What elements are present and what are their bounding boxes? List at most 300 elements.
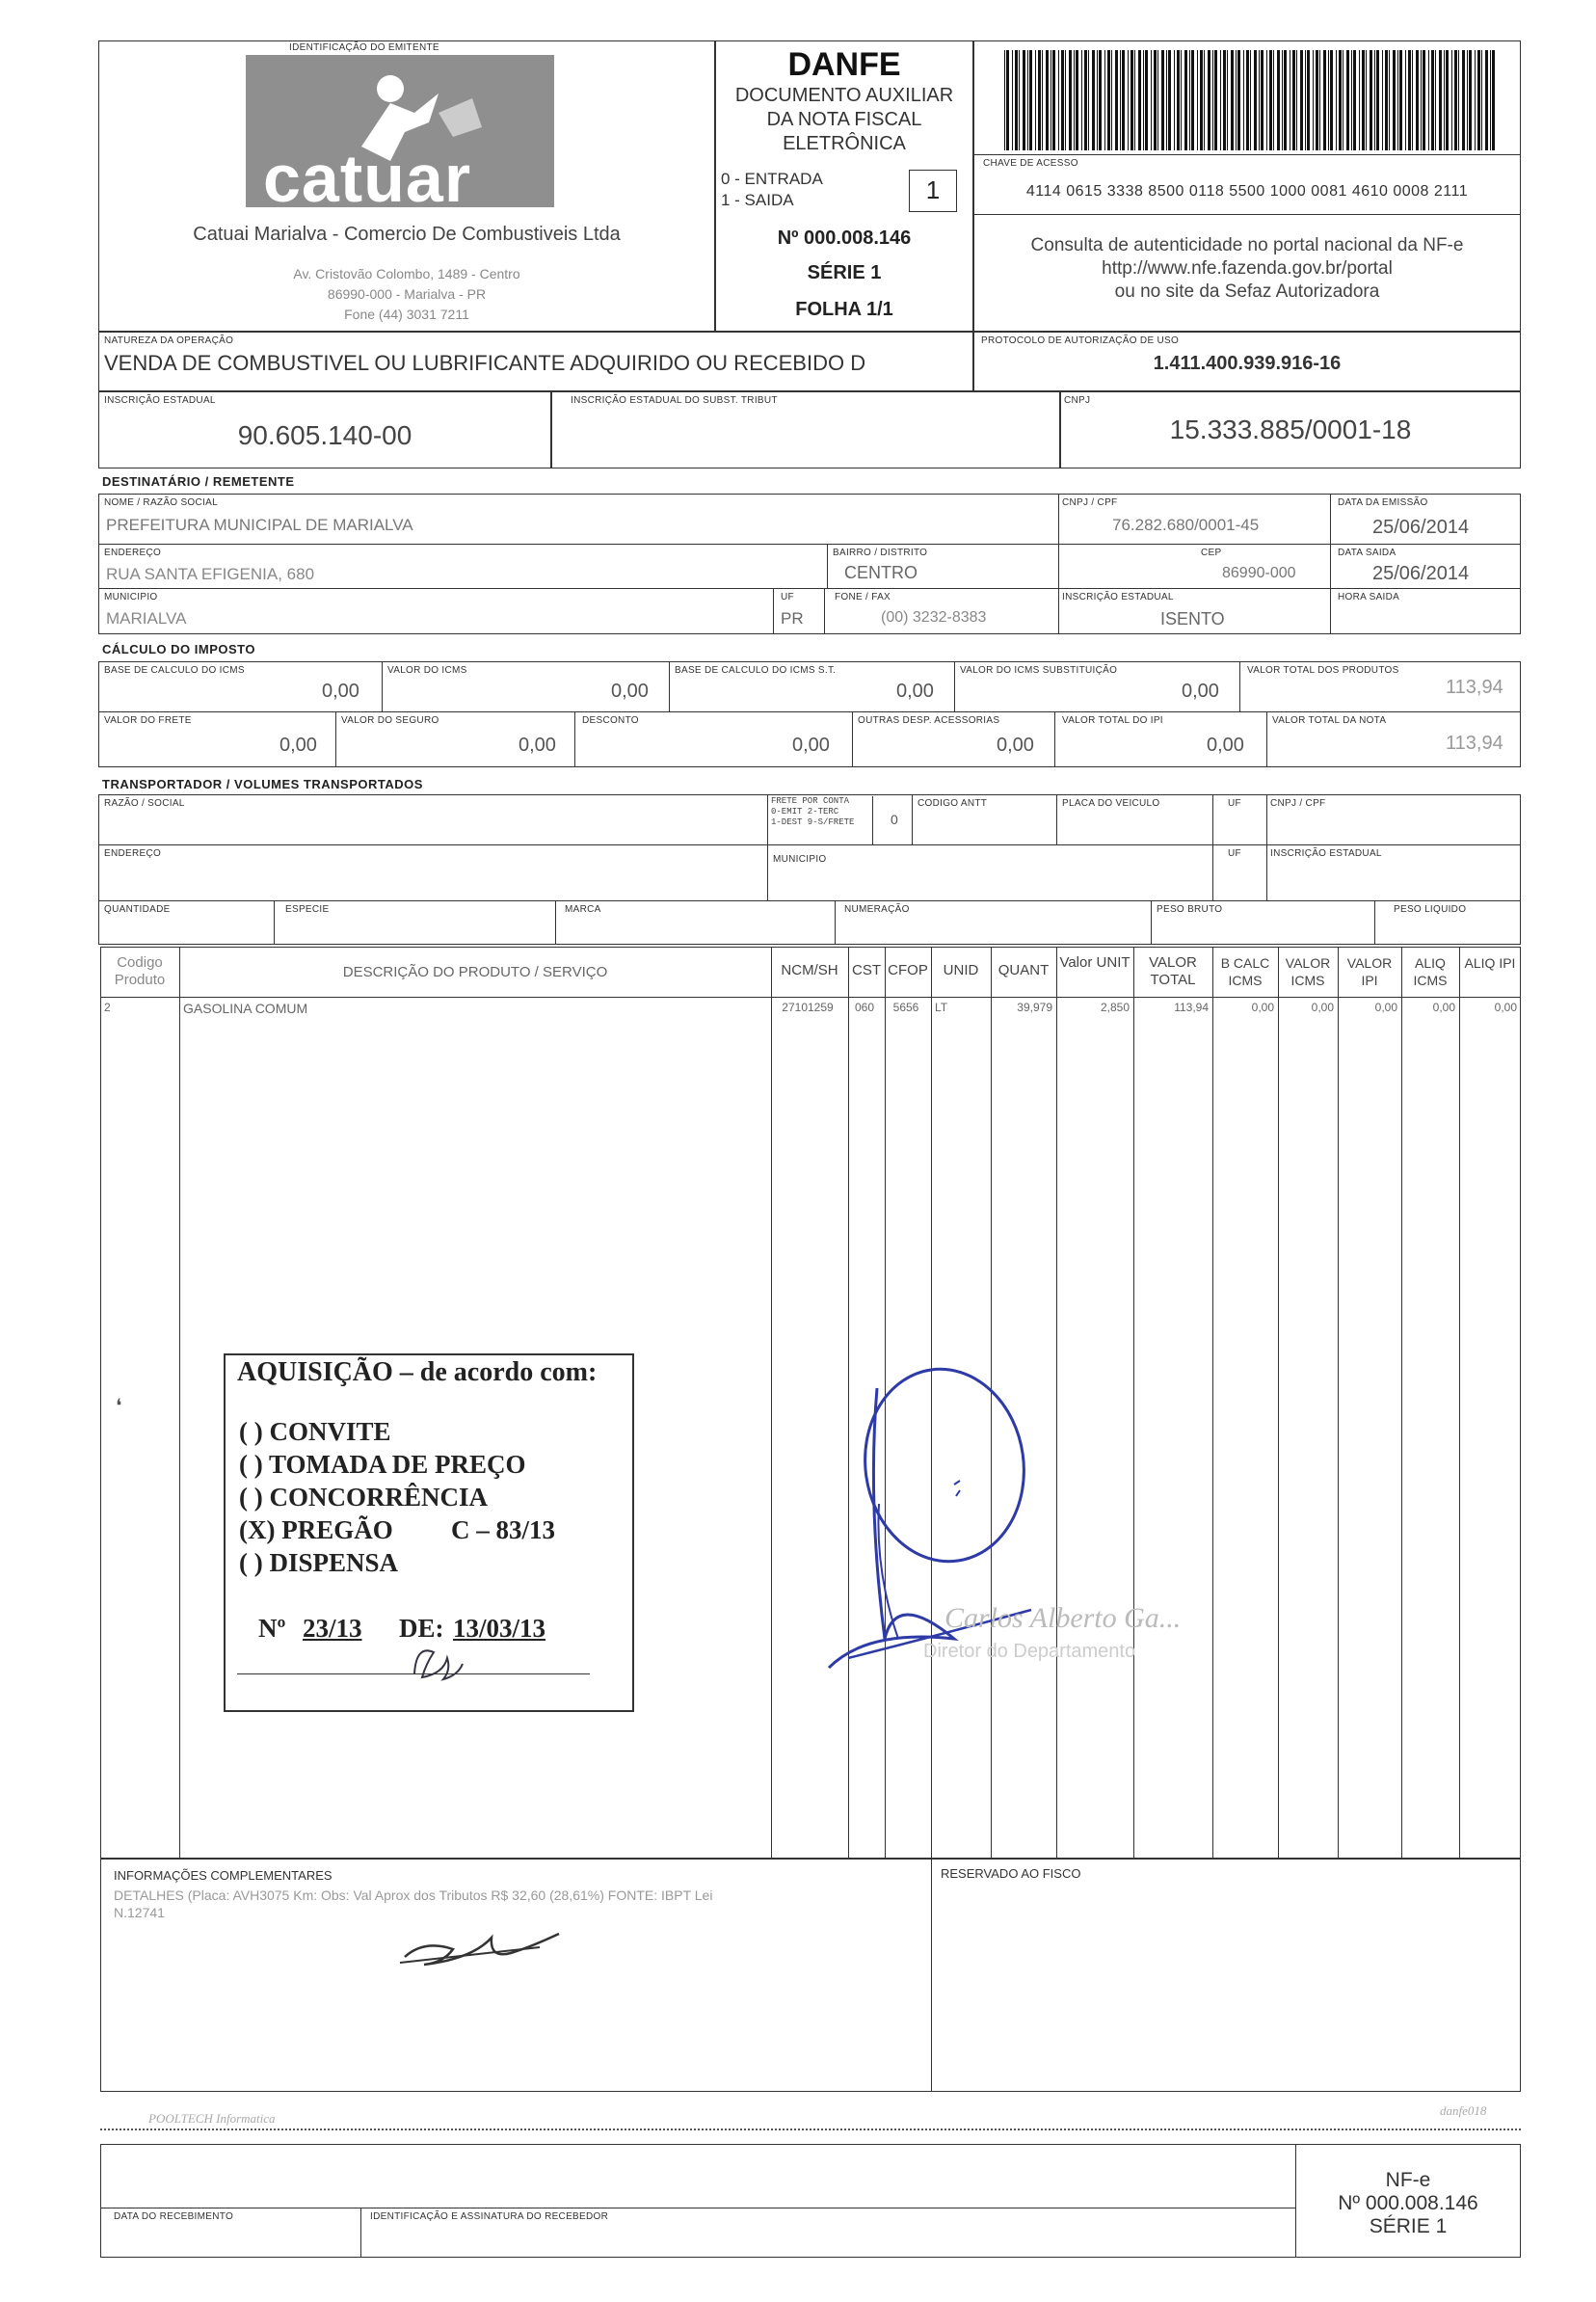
dest-row2 [98,588,1521,589]
company-address2: 86990-000 - Marialva - PR [327,286,487,302]
barcode-bar [1439,50,1442,150]
margin-mark: ❛ [116,1396,122,1417]
trans-v6 [274,900,275,945]
dest-v1 [1058,494,1059,544]
stamp-opt1: ( ) CONVITE [239,1417,391,1446]
trans-quantidade-label: QUANTIDADE [104,904,171,915]
barcode-bar [1134,50,1135,150]
dest-cep: 86990-000 [1222,565,1296,581]
barcode-bar [1081,50,1082,150]
barcode-bar [1107,50,1110,150]
barcode-bar [1351,50,1352,150]
dest-data-emissao-label: DATA DA EMISSÃO [1338,497,1428,508]
produtos-cell: 060 [854,1001,875,1014]
barcode-bar [1246,50,1249,150]
produtos-header-cell: DESCRIÇÃO DO PRODUTO / SERVIÇO [342,964,608,980]
info-scribble-icon [395,1920,569,1974]
produtos-header-cell: CST [852,962,881,978]
stamp-opt4: (X) PREGÃO [239,1515,393,1544]
info-line2: N.12741 [114,1905,165,1920]
barcode-bar [1339,50,1342,150]
dest-municipio: MARIALVA [106,609,187,628]
receipt-numero: Nº 000.008.146 [1338,2192,1478,2214]
barcode-bar [1189,50,1190,150]
barcode-bar [1061,50,1064,150]
dest-ie: ISENTO [1160,609,1225,629]
barcode-bar [1296,50,1297,150]
trans-v8 [835,900,836,945]
produtos-header-cell: VALOR TOTAL [1149,954,1197,988]
stamp-opt4-code: C – 83/13 [451,1515,555,1544]
produtos-col-divider [1212,947,1213,1859]
barcode-bar [1259,50,1260,150]
barcode-bar [1111,50,1112,150]
protocolo-label: PROTOCOLO DE AUTORIZAÇÃO DE USO [981,335,1180,346]
dest-endereco: RUA SANTA EFIGENIA, 680 [106,565,315,583]
barcode-bar [1029,50,1032,150]
barcode-bar [1405,50,1406,150]
barcode-bar [1313,50,1314,150]
barcode-bar [1305,50,1306,150]
dest-v4 [1058,544,1059,588]
barcode-bar [1376,50,1379,150]
frete-conta-line3: 1-DEST 9-S/FRETE [771,817,855,827]
barcode-bar [1467,50,1468,150]
danfe-serie: SÉRIE 1 [807,262,882,283]
produtos-cell: 0,00 [1374,1001,1397,1014]
produtos-cell: GASOLINA COMUM [183,1001,308,1016]
consulta-line3: ou no site da Sefaz Autorizadora [1114,281,1380,302]
barcode-bar [1069,50,1072,150]
produtos-col-divider [771,947,772,1859]
base-icms: 0,00 [322,681,359,702]
seguro: 0,00 [519,735,556,756]
barcode-bar [1157,50,1158,150]
produtos-header-bottom [100,997,1521,998]
barcode-bar [1015,50,1018,150]
barcode-bar [1145,50,1148,150]
transportador-section-label: TRANSPORTADOR / VOLUMES TRANSPORTADOS [102,777,423,791]
barcode-bar [1451,50,1452,150]
footer-left: POOLTECH Informatica [148,2111,276,2126]
produtos-cell: 0,00 [1251,1001,1274,1014]
desconto-label: DESCONTO [582,715,639,726]
dest-data-emissao: 25/06/2014 [1372,517,1470,538]
dest-v3 [827,544,828,588]
frete-conta-value: 0 [891,812,898,827]
barcode-bar [1359,50,1360,150]
trans-razao-label: RAZÃO / SOCIAL [104,798,185,809]
barcode-bar [1292,50,1295,150]
produtos-header-cell: Valor UNIT [1059,954,1130,971]
barcode-bar [1154,50,1157,150]
valor-icms-label: VALOR DO ICMS [387,665,467,676]
barcode-bar [1128,50,1129,150]
dest-hora-saida-label: HORA SAIDA [1338,592,1400,602]
barcode-bar [1300,50,1303,150]
barcode-bar [1475,50,1476,150]
dest-nome-label: NOME / RAZÃO SOCIAL [104,497,218,508]
valor-icms: 0,00 [611,681,649,702]
barcode [1004,50,1498,150]
barcode-bar [1477,50,1480,150]
trans-endereco-label: ENDEREÇO [104,848,162,859]
barcode-bar [1042,50,1043,150]
catuar-logo [246,55,554,216]
imp-v2 [669,661,670,711]
receipt-nfe: NF-e [1385,2169,1431,2191]
barcode-bar [1254,50,1257,150]
dest-row1 [98,544,1521,545]
barcode-bar [1389,50,1390,150]
dest-data-saida: 25/06/2014 [1372,563,1470,584]
barcode-bar [1444,50,1445,150]
produtos-col-divider [179,947,180,1859]
company-address1: Av. Cristovão Colombo, 1489 - Centro [293,266,520,281]
barcode-bar [1307,50,1310,150]
trans-peso-liquido-label: PESO LIQUIDO [1394,904,1467,915]
barcode-bar [1197,50,1198,150]
barcode-bar [1092,50,1095,150]
cnpj-label: CNPJ [1064,395,1091,406]
trans-peso-bruto-label: PESO BRUTO [1157,904,1223,915]
produtos-col-divider [1278,947,1279,1859]
stamp-data-label: DE: [399,1614,444,1643]
barcode-bar [1366,50,1367,150]
cnpj-value: 15.333.885/0001-18 [1169,415,1412,444]
produtos-cell: LT [935,1001,948,1014]
danfe-folha: FOLHA 1/1 [795,299,893,320]
barcode-bar [1227,50,1228,150]
desconto: 0,00 [792,735,830,756]
dest-uf-label: UF [781,592,794,602]
imposto-section-label: CÁLCULO DO IMPOSTO [102,642,255,656]
barcode-bar [1120,50,1121,150]
barcode-bar [1200,50,1203,150]
barcode-bar [1058,50,1059,150]
barcode-bar [1104,50,1105,150]
chave-divider-top [973,154,1521,155]
imp-v3 [954,661,955,711]
barcode-bar [1076,50,1078,150]
stamp-opt5: ( ) DISPENSA [239,1548,399,1577]
barcode-bar [1282,50,1283,150]
produtos-header-cell: ALIQ ICMS [1413,955,1448,988]
seguro-label: VALOR DO SEGURO [341,715,439,726]
barcode-bar [1323,50,1326,150]
barcode-bar [1174,50,1175,150]
consulta-line2: http://www.nfe.fazenda.gov.br/portal [1102,258,1393,279]
barcode-bar [1023,50,1025,150]
barcode-bar [1269,50,1272,150]
trans-uf2-label: UF [1228,848,1241,859]
total-produtos: 113,94 [1446,677,1503,698]
danfe-subtitle3: ELETRÔNICA [783,133,906,154]
emitente-label: IDENTIFICAÇÃO DO EMITENTE [289,42,439,53]
barcode-bar [1237,50,1240,150]
barcode-bar [1004,50,1005,150]
logo-text: catuar [263,141,472,216]
trans-marca-label: MARCA [565,904,601,915]
barcode-bar [1492,50,1495,150]
barcode-bar [1330,50,1333,150]
produtos-header-cell: Codigo Produto [114,954,166,988]
barcode-bar [1462,50,1465,150]
imp-v4 [1239,661,1240,711]
barcode-bar [1035,50,1036,150]
barcode-bar [1166,50,1167,150]
barcode-bar [1012,50,1013,150]
barcode-bar [1046,50,1049,150]
footer-right: danfe018 [1440,2103,1487,2118]
destinatario-section-label: DESTINATÁRIO / REMETENTE [102,474,295,489]
barcode-bar [1177,50,1180,150]
produtos-header-cell: ALIQ IPI [1464,955,1516,971]
barcode-bar [1382,50,1383,150]
barcode-bar [1097,50,1098,150]
barcode-bar [1231,50,1234,150]
valor-st: 0,00 [1182,681,1219,702]
produtos-header-cell: B CALC ICMS [1220,955,1270,988]
chave-value: 4114 0615 3338 8500 0118 5500 1000 0081 4610 0008 2111 [1025,183,1469,200]
barcode-bar [1446,50,1449,150]
dest-bairro-label: BAIRRO / DISTRITO [833,548,928,558]
ipi: 0,00 [1207,735,1244,756]
barcode-bar [1408,50,1411,150]
protocolo-value: 1.411.400.939.916-16 [1153,353,1342,374]
barcode-bar [1423,50,1425,150]
trans-uf-label: UF [1228,798,1241,809]
dest-cnpj-label: CNPJ / CPF [1062,497,1118,508]
barcode-icon [1004,50,1498,150]
signature-stamp-line1: Carlos Alberto Ga... [944,1602,1182,1634]
barcode-bar [1088,50,1089,150]
produtos-col-divider [1459,947,1460,1859]
barcode-bar [1374,50,1375,150]
barcode-bar [1204,50,1205,150]
trans-placa-label: PLACA DO VEICULO [1062,798,1160,809]
trans-numeracao-label: NUMERAÇÃO [844,904,910,915]
barcode-bar [1393,50,1396,150]
trans-v2 [912,794,913,844]
produtos-header-cell: CFOP [888,962,928,978]
dest-data-saida-label: DATA SAIDA [1338,548,1396,558]
produtos-cell: 0,00 [1494,1001,1517,1014]
produtos-cell: 39,979 [1017,1001,1052,1014]
barcode-bar [1115,50,1118,150]
barcode-bar [1385,50,1388,150]
trans-v3 [1056,794,1057,844]
signature-stamp-line2: Diretor do Departamento [923,1641,1136,1662]
barcode-bar [1273,50,1274,150]
danfe-tipo: 1 [925,175,941,204]
barcode-bar [1353,50,1356,150]
produtos-cell: 2,850 [1100,1001,1130,1014]
dest-v2 [1330,494,1331,634]
destinatario-box [98,494,1521,634]
barcode-bar [1130,50,1133,150]
danfe-title: DANFE [787,46,901,83]
danfe-entrada: 0 - ENTRADA [721,170,823,188]
base-icms-label: BASE DE CALCULO DO ICMS [104,665,245,676]
trans-v4 [1212,794,1213,900]
info-label: INFORMAÇÕES COMPLEMENTARES [114,1868,332,1883]
footer-cut-line [100,2128,1521,2130]
barcode-bar [1143,50,1144,150]
ipi-label: VALOR TOTAL DO IPI [1062,715,1163,726]
info-divider [931,1859,932,2092]
dest-v6 [824,588,825,634]
info-line1: DETALHES (Placa: AVH3075 Km: Obs: Val Aprox dos Tributos R$ 32,60 (28,61%) FONTE: IBPT Lei [114,1887,713,1903]
imp-v7 [852,711,853,767]
ie-label: INSCRIÇÃO ESTADUAL [104,395,216,406]
produtos-header-cell: UNID [943,962,979,978]
barcode-bar [1052,50,1055,150]
trans-row2 [98,900,1521,901]
barcode-bar [1074,50,1075,150]
barcode-bar [1319,50,1320,150]
barcode-bar [1412,50,1413,150]
barcode-bar [1481,50,1482,150]
base-st: 0,00 [896,681,934,702]
produtos-cell: 5656 [892,1001,919,1014]
barcode-bar [1212,50,1213,150]
trans-especie-label: ESPECIE [285,904,330,915]
barcode-bar [1261,50,1264,150]
produtos-header-cell: VALOR IPI [1346,955,1393,988]
barcode-bar [1458,50,1459,150]
barcode-bar [1151,50,1152,150]
barcode-bar [1266,50,1267,150]
stamp-initials-icon [405,1635,482,1693]
trans-v9 [1151,900,1152,945]
barcode-bar [1370,50,1372,150]
trans-cnpj-label: CNPJ / CPF [1270,798,1326,809]
trans-frete-conta [771,796,854,828]
imp-v1 [382,661,383,711]
ie-value: 90.605.140-00 [237,420,412,450]
barcode-bar [1284,50,1287,150]
barcode-bar [1399,50,1402,150]
barcode-bar [1019,50,1020,150]
receipt-identificacao-label: IDENTIFICAÇÃO E ASSINATURA DO RECEBEDOR [370,2211,609,2222]
dest-ie-label: INSCRIÇÃO ESTADUAL [1062,592,1174,602]
danfe-numero: Nº 000.008.146 [777,228,912,249]
outras: 0,00 [997,735,1034,756]
chave-divider-bottom [973,214,1521,215]
barcode-bar [1084,50,1087,150]
barcode-bar [1416,50,1419,150]
trans-municipio-label: MUNICIPIO [773,854,827,865]
barcode-bar [1099,50,1102,150]
barcode-bar [1469,50,1472,150]
iest-label: INSCRIÇÃO ESTADUAL DO SUBST. TRIBUT [571,395,778,406]
trans-v7 [555,900,556,945]
barcode-bar [1122,50,1125,150]
outras-label: OUTRAS DESP. ACESSORIAS [858,715,1000,726]
dest-bairro: CENTRO [844,563,918,582]
stamp-opt2: ( ) TOMADA DE PREÇO [239,1450,526,1479]
danfe-subtitle2: DA NOTA FISCAL [766,109,922,130]
produtos-cell: 0,00 [1311,1001,1334,1014]
dest-cnpj: 76.282.680/0001-45 [1112,516,1260,534]
dest-v5 [773,588,774,634]
frete-conta-line1: FRETE POR CONTA [771,796,850,806]
produtos-header-cell: NCM/SH [781,962,838,978]
barcode-bar [1168,50,1171,150]
receipt-serie: SÉRIE 1 [1369,2215,1448,2237]
imp-v8 [1054,711,1055,767]
barcode-bar [1184,50,1187,150]
stamp-title: AQUISIÇÃO – de acordo com: [237,1357,598,1387]
produtos-cell: 2 [104,1001,111,1014]
trans-v1 [767,794,768,900]
stamp-data: 13/03/13 [453,1614,546,1643]
dest-endereco-label: ENDEREÇO [104,548,162,558]
barcode-bar [1243,50,1244,150]
produtos-col-divider [1338,947,1339,1859]
imp-v5 [335,711,336,767]
barcode-bar [1277,50,1280,150]
barcode-bar [1006,50,1009,150]
dest-uf: PR [781,609,804,628]
total-nota: 113,94 [1446,733,1503,754]
produtos-cell: 27101259 [782,1001,834,1014]
trans-antt-label: CODIGO ANTT [918,798,988,809]
company-phone: Fone (44) 3031 7211 [344,307,469,322]
barcode-bar [1223,50,1226,150]
barcode-bar [1421,50,1422,150]
trans-ie-label: INSCRIÇÃO ESTADUAL [1270,848,1382,859]
barcode-bar [1431,50,1434,150]
dest-municipio-label: MUNICIPIO [104,592,158,602]
barcode-bar [1336,50,1337,150]
barcode-bar [1428,50,1429,150]
barcode-bar [1065,50,1066,150]
receipt-data-label: DATA DO RECEBIMENTO [114,2211,234,2222]
stamp-numero-label: Nº [258,1614,286,1643]
dest-fone-label: FONE / FAX [835,592,891,602]
trans-row1 [98,844,1521,845]
imp-v9 [1266,711,1267,767]
imp-v6 [574,711,575,767]
frete-conta-line2: 0-EMIT 2-TERC [771,807,839,816]
total-nota-label: VALOR TOTAL DA NOTA [1272,715,1387,726]
produtos-header-cell: VALOR ICMS [1285,955,1331,988]
frete-label: VALOR DO FRETE [104,715,192,726]
base-st-label: BASE DE CALCULO DO ICMS S.T. [675,665,837,676]
trans-v5 [1266,794,1267,900]
barcode-bar [1435,50,1436,150]
frete: 0,00 [279,735,317,756]
produtos-cell: 113,94 [1174,1001,1209,1014]
barcode-bar [1362,50,1365,150]
barcode-bar [1208,50,1210,150]
barcode-bar [1485,50,1488,150]
barcode-bar [1181,50,1182,150]
barcode-bar [1214,50,1217,150]
dest-cep-label: CEP [1201,548,1222,558]
barcode-bar [1038,50,1041,150]
stamp-opt3: ( ) CONCORRÊNCIA [239,1483,488,1512]
stamp-numero: 23/13 [303,1614,362,1643]
dest-fone: (00) 3232-8383 [881,609,987,626]
barcode-bar [1490,50,1491,150]
barcode-bar [1346,50,1349,150]
barcode-bar [1397,50,1398,150]
produtos-cell: 0,00 [1432,1001,1455,1014]
natureza-label: NATUREZA DA OPERAÇÃO [104,335,234,346]
